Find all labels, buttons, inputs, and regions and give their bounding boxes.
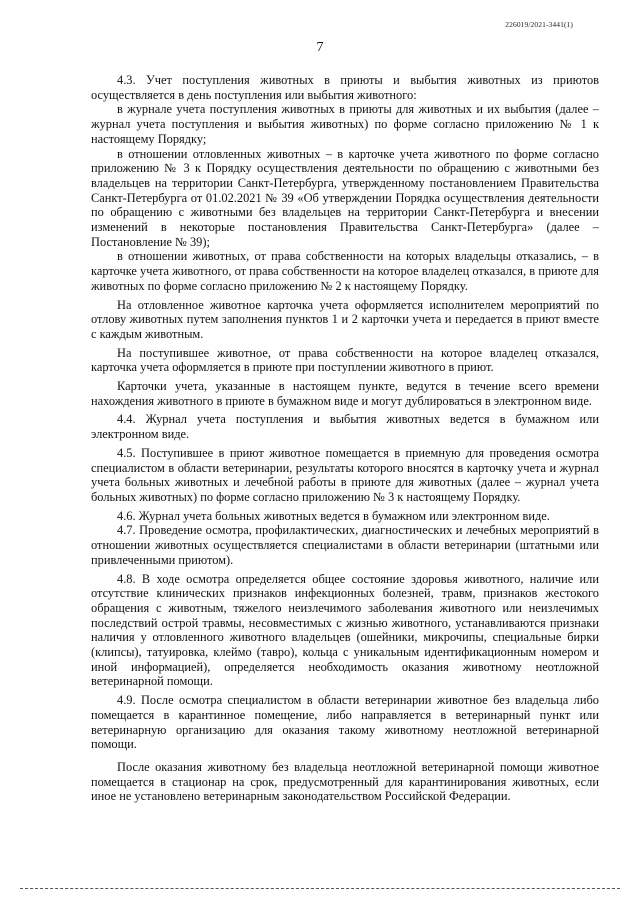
paragraph-abandoned-animals: в отношении животных, от права собственности на которых владельцы отказались, – в карточке учета животного, от права собственности на которое владелец отказался, в приюте для животных по форме согласно приложению № 2 к настоящему Порядку. [91, 249, 599, 293]
document-id: 226019/2021-3441(1) [505, 20, 573, 29]
paragraph-4-6: 4.6. Журнал учета больных животных ведется в бумажном или электронном виде. [117, 508, 550, 523]
paragraph-4-8: 4.8. В ходе осмотра определяется общее состояние здоровья животного, наличие или отсутствие клинических признаков инфекционных болезней, травм, признаков жестокого обращения с животным, тяжелого неизлечимого заболевания животного или неизлечимых последствий острой травмы, несовместимых с жизнью животного, устанавливаются признаки наличия у отловленного животного владельцев (ошейники, микрочипы, специальные бирки (клипсы), татуировка, клеймо (тавро), кольца с уникальным идентификационным номером и иной информацией), определяется необходимость оказания животному неотложной ветеринарной помощи. [91, 571, 599, 689]
paragraph-4-3: 4.3. Учет поступления животных в приюты и выбытия животных из приютов осуществляется в день поступления или выбытия животного: [91, 73, 599, 102]
page-number: 7 [316, 40, 324, 55]
paragraph-capture-card: На отловленное животное карточка учета оформляется исполнителем мероприятий по отлову животных путем заполнения пунктов 1 и 2 карточки учета и передается в приют вместе с каждым животным. [91, 297, 599, 341]
paragraph-arrival-card: На поступившее животное, от права собственности на которое владелец отказался, карточка учета оформляется в приюте при поступлении животного в приют. [91, 345, 599, 375]
paragraph-cards-storage: Карточки учета, указанные в настоящем пункте, ведутся в течение всего времени нахождения животного в приюте в бумажном виде и могут дублироваться в электронном виде. [91, 379, 599, 408]
paragraph-4-9: 4.9. После осмотра специалистом в области ветеринарии животное без владельца либо помещается в карантинное помещение, либо направляется в ветеринарный пункт или ветеринарную организацию для оказания такому животному неотложной ветеринарной помощи. [91, 693, 599, 752]
paragraph-4-7: 4.7. Проведение осмотра, профилактических, диагностических и лечебных мероприятий в отношении животных осуществляется специалистами в области ветеринарии (штатными или привлеченными приютом). [91, 523, 599, 567]
paragraph-4-5: 4.5. Поступившее в приют животное помещается в приемную для проведения осмотра специалистом в области ветеринарии, результаты которого вносятся в карточку учета и журнал учета больных животных и лечебной работы в приюте для животных (далее – журнал учета больных животных) по форме согласно приложению № 3 к настоящему Порядку. [91, 445, 599, 504]
document-body [91, 73, 599, 804]
paragraph-captured-animals: в отношении отловленных животных – в карточке учета животного по форме согласно приложению № 3 к Порядку осуществления деятельности по обращению с животными без владельцев на территории Санкт-Петербурга, утвержденному постановлением Правительства Санкт-Петербурга от 01.02.2021 № 39 «Об утверждении Порядка осуществления деятельности по обращению с животными без владельцев на территории Санкт-Петербурга и внесении изменений в некоторые постановления Правительства Санкт-Петербурга» (далее – Постановление № 39); [91, 146, 599, 249]
scan-edge-line [20, 888, 620, 889]
paragraph-4-4: 4.4. Журнал учета поступления и выбытия животных ведется в бумажном или электронном виде. [91, 412, 599, 442]
paragraph-journal-entry: в журнале учета поступления животных в приюты для животных и их выбытия (далее – журнал учета поступления и выбытия животных) по форме согласно приложению № 1 к настоящему Порядку; [91, 102, 599, 146]
paragraph-after-treatment: После оказания животному без владельца неотложной ветеринарной помощи животное помещается в стационар на срок, предусмотренный для карантинирования животных, если иное не установлено ветеринарным законодательством Российской Федерации. [91, 759, 599, 804]
